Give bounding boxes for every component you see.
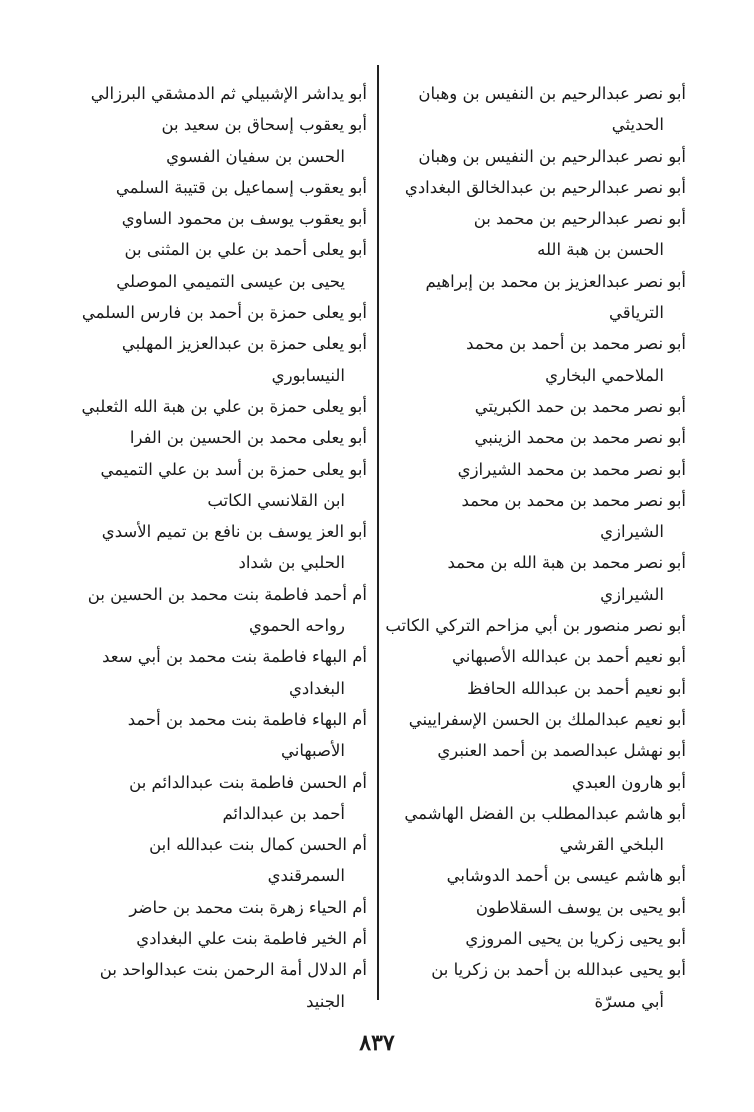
entry-line: أبو يعلى أحمد بن علي بن المثنى بن (124, 240, 367, 260)
entry-continuation: أبي مسرّة (594, 991, 664, 1011)
index-entry (386, 673, 686, 704)
entry-line: أم الحسن كمال بنت عبدالله ابن (149, 835, 367, 855)
entry-line: أبو نصر محمد بن أحمد بن محمد (466, 334, 686, 354)
entry-line: أبو نصر محمد بن هبة الله بن محمد (447, 553, 686, 573)
index-entry (62, 892, 367, 923)
entry-line: أبو نصر عبدالرحيم بن عبدالخالق البغدادي (404, 177, 686, 197)
entry-line: أبو نصر محمد بن محمد الزينبي (474, 428, 686, 448)
index-entry (62, 297, 367, 328)
entry-line: أبو نصر محمد بن حمد الكبريتي (474, 396, 686, 416)
index-entry (62, 454, 367, 517)
entry-line: أبو يعلى حمزة بن علي بن هبة الله الثعلبي (81, 396, 367, 416)
index-entry (386, 735, 686, 766)
entry-line: أبو نصر عبدالرحيم بن النفيس بن وهبان (418, 146, 686, 166)
entry-continuation: أحمد بن عبدالدائم (222, 803, 345, 823)
entry-line: أبو هاشم عيسى بن أحمد الدوشابي (446, 866, 686, 886)
entry-continuation: ابن القلانسي الكاتب (207, 490, 345, 510)
index-entry (386, 892, 686, 923)
index-entry (386, 78, 686, 141)
index-entry (386, 923, 686, 954)
index-entry (386, 547, 686, 610)
entry-line: أبو نعيم أحمد بن عبدالله الحافظ (467, 678, 686, 698)
entry-continuation: الترياقي (609, 303, 664, 323)
entry-line: أبو نصر منصور بن أبي مزاحم التركي الكاتب (385, 616, 686, 636)
entry-line: أم الحياء زهرة بنت محمد بن حاضر (129, 897, 367, 917)
index-entry (386, 954, 686, 1017)
entry-line: أم أحمد فاطمة بنت محمد بن الحسين بن (87, 584, 367, 604)
entry-line: أبو نعيم عبدالملك بن الحسن الإسفراييني (408, 709, 686, 729)
index-entry (386, 860, 686, 891)
index-entry (386, 266, 686, 329)
index-entry (62, 109, 367, 172)
index-entry (386, 172, 686, 203)
index-entry (386, 391, 686, 422)
index-entry (386, 485, 686, 548)
entry-line: أبو نصر عبدالعزيز بن محمد بن إبراهيم (425, 271, 686, 291)
index-entry (62, 954, 367, 1017)
entry-continuation: الحديثي (611, 115, 664, 135)
index-entry (62, 391, 367, 422)
entry-line: أبو يعلى محمد بن الحسين بن الفرا (129, 428, 367, 448)
entry-continuation: السمرقندي (267, 866, 345, 886)
entry-line: أبو نصر محمد بن محمد بن محمد (461, 490, 686, 510)
entry-continuation: الحلبي بن شداد (238, 553, 345, 573)
entry-line: أبو يحيى بن يوسف السقلاطون (475, 897, 686, 917)
index-entry (386, 704, 686, 735)
entry-continuation: الملاحمي البخاري (545, 365, 664, 385)
index-entry (386, 422, 686, 453)
index-entry (386, 454, 686, 485)
entry-line: أبو نصر عبدالرحيم بن النفيس بن وهبان (418, 84, 686, 103)
index-entry (62, 641, 367, 704)
index-entry (62, 923, 367, 954)
entry-line: أم الحسن فاطمة بنت عبدالدائم بن (129, 772, 367, 792)
entry-line: أبو نصر محمد بن محمد الشيرازي (457, 459, 686, 479)
entry-continuation: الشيرازي (600, 522, 664, 542)
entry-line: أبو هارون العبدي (571, 772, 686, 792)
index-entry (62, 767, 367, 830)
entry-line: أبو نعيم أحمد بن عبدالله الأصبهاني (452, 647, 686, 667)
entry-line: أبو العز يوسف بن نافع بن تميم الأسدي (101, 522, 367, 542)
index-entry (62, 78, 367, 109)
entry-line: أبو يعلى حمزة بن أحمد بن فارس السلمي (81, 303, 367, 323)
entry-continuation: الشيرازي (600, 584, 664, 604)
index-entry (62, 704, 367, 767)
entry-line: أم الخير فاطمة بنت علي البغدادي (136, 929, 367, 949)
entry-continuation: الحسن بن سفيان الفسوي (166, 146, 345, 166)
entry-continuation: يحيى بن عيسى التميمي الموصلي (116, 271, 345, 291)
entry-continuation: رواحه الحموي (248, 616, 345, 636)
entry-line: أبو نهشل عبدالصمد بن أحمد العنبري (437, 741, 686, 761)
entry-continuation: النيسابوري (271, 365, 345, 385)
entry-continuation: الجنيد (306, 991, 345, 1011)
index-entry (62, 328, 367, 391)
entry-line: أبو يحيى عبدالله بن أحمد بن زكريا بن (431, 960, 686, 980)
index-entry (386, 328, 686, 391)
entry-continuation: البغدادي (288, 678, 345, 698)
page-number: ٨٣٧ (359, 1030, 395, 1056)
index-entry (386, 767, 686, 798)
index-entry (62, 234, 367, 297)
entry-line: أبو يعلى حمزة بن عبدالعزيز المهلبي (121, 334, 367, 354)
index-entry (386, 610, 686, 641)
entry-line: أبو يعقوب إسماعيل بن قتيبة السلمي (115, 177, 367, 197)
entry-continuation: الحسن بن هبة الله (537, 240, 664, 260)
index-entry (386, 203, 686, 266)
entry-continuation: الأصبهاني (281, 741, 345, 761)
entry-line: أبو نصر عبدالرحيم بن محمد بن (473, 209, 686, 229)
entry-line: أبو هاشم عبدالمطلب بن الفضل الهاشمي (404, 803, 686, 823)
index-entry (386, 798, 686, 861)
entry-line: أم البهاء فاطمة بنت محمد بن أبي سعد (102, 647, 367, 667)
index-entry (62, 579, 367, 642)
index-entry (62, 829, 367, 892)
index-entry (62, 172, 367, 203)
column-divider (377, 65, 379, 1000)
index-column-right (386, 78, 686, 1017)
entry-line: أبو يعلى حمزة بن أسد بن علي التميمي (100, 459, 367, 479)
entry-line: أم الدلال أمة الرحمن بنت عبدالواحد بن (99, 960, 367, 980)
entry-line: أبو يحيى زكريا بن يحيى المروزي (465, 929, 686, 949)
entry-line: أبو يداشر الإشبيلي ثم الدمشقي البرزالي (90, 84, 367, 103)
index-column-left (62, 78, 367, 1017)
index-entry (386, 141, 686, 172)
index-entry (386, 641, 686, 672)
entry-continuation: البلخي القرشي (559, 835, 664, 855)
entry-line: أبو يعقوب يوسف بن محمود الساوي (121, 209, 367, 229)
index-entry (62, 203, 367, 234)
index-entry (62, 516, 367, 579)
index-entry (62, 422, 367, 453)
entry-line: أبو يعقوب إسحاق بن سعيد بن (161, 115, 367, 135)
entry-line: أم البهاء فاطمة بنت محمد بن أحمد (127, 709, 367, 729)
